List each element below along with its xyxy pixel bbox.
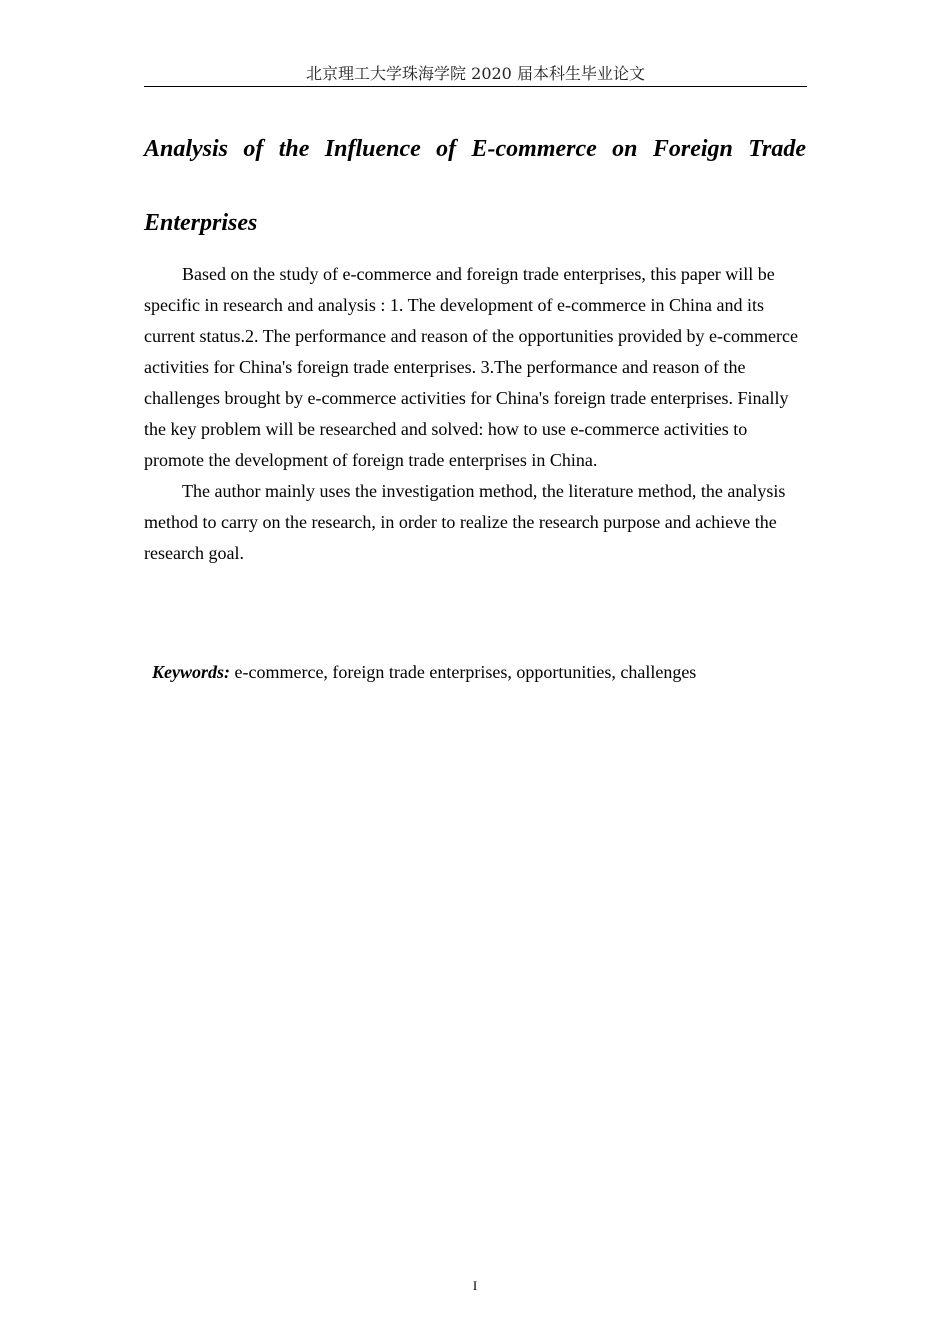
keywords-text: e-commerce, foreign trade enterprises, opportunities, challenges [230,662,697,682]
abstract-paragraph-1: Based on the study of e-commerce and foreign trade enterprises, this paper will be specific in research and analysis : 1. The development of e-commerce in China and its current status.2. The performance and reason of the opportunities provided by e-commerce activities for China's foreign trade enterprises. 3.The performance and reason of the challenges brought by e-commerce activities for China's foreign trade enterprises. Finally the key problem will be researched and solved: how to use e-commerce activities to promote the development of foreign trade enterprises in China. [144,264,798,470]
keywords-label: Keywords: [152,662,230,682]
abstract-body [144,259,807,569]
abstract-paragraph-2: The author mainly uses the investigation method, the literature method, the analysis method to carry on the research, in order to realize the research purpose and achieve the research goal. [144,481,786,563]
header-rule [144,86,807,87]
running-header: 北京理工大学珠海学院 2020 届本科生毕业论文 [306,64,645,83]
paper-title [144,131,806,242]
paper-title-line-2: Enterprises [144,210,258,236]
paper-title-line-1: Analysis of the Influence of E-commerce on Foreign Trade [144,136,806,162]
keywords-line [152,658,807,686]
page-number: I [472,1278,478,1293]
